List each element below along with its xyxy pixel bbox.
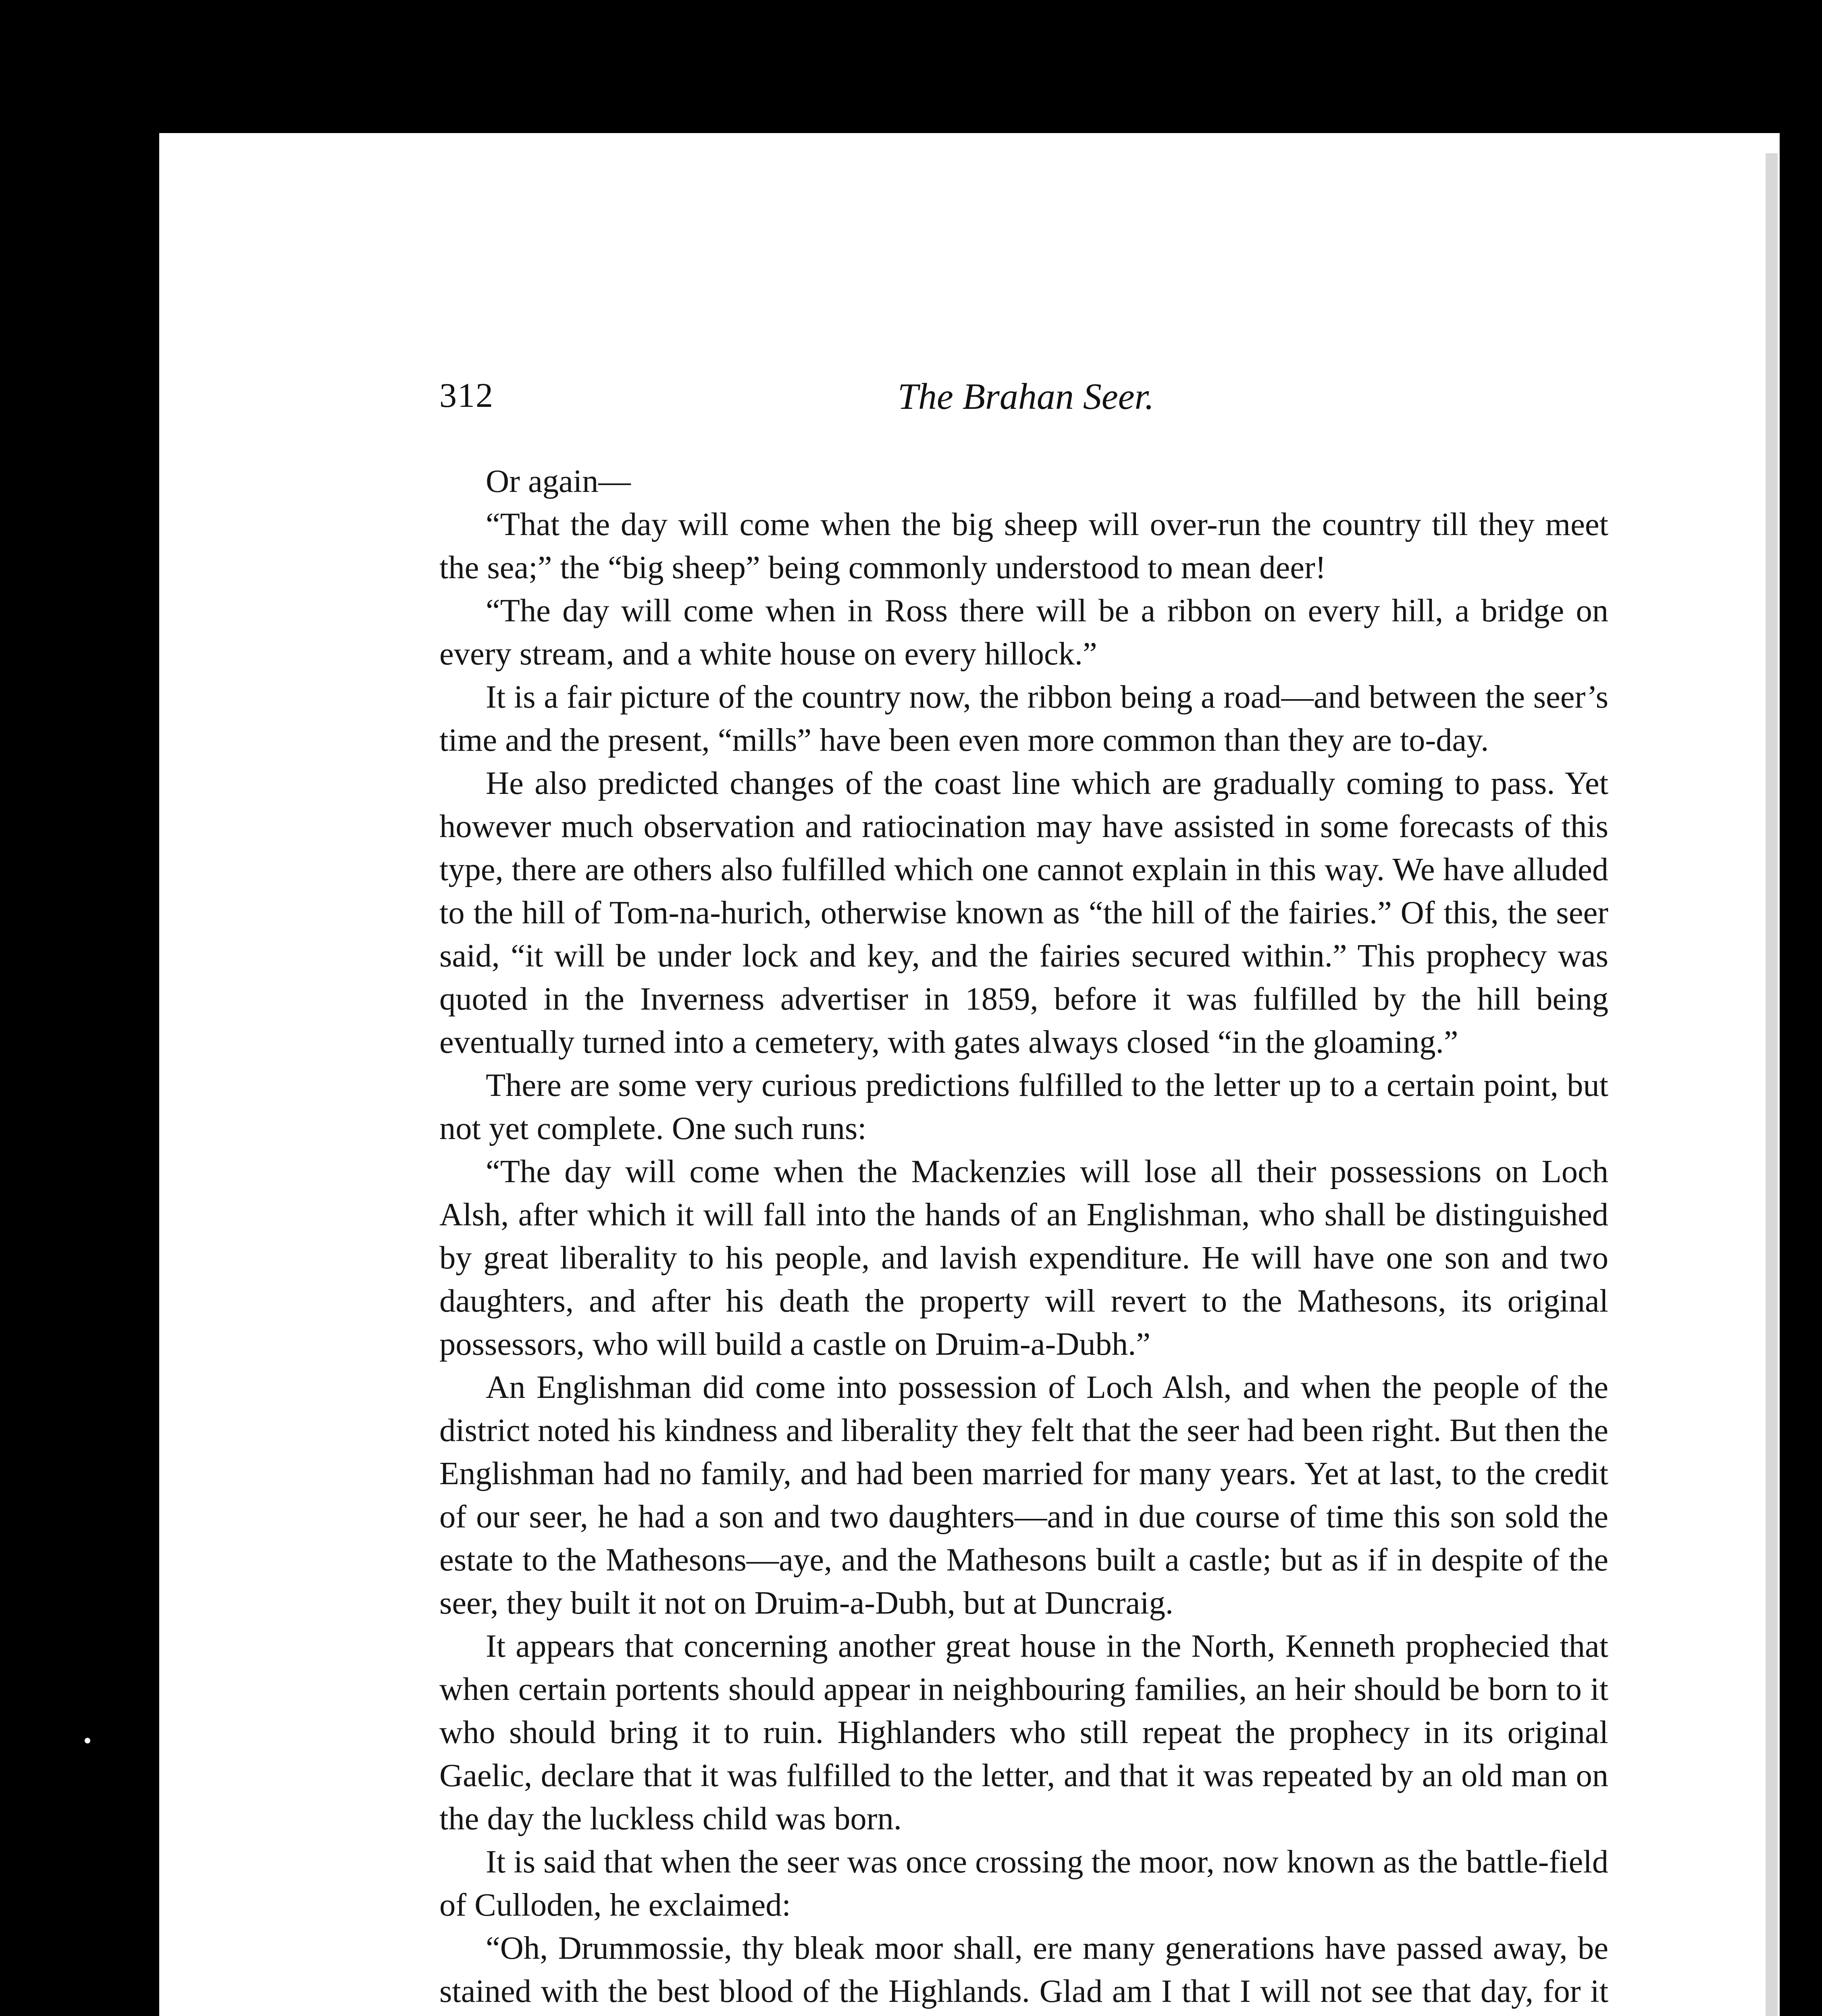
- paragraph: It is a fair picture of the country now, the ribbon being a road—and between the seer’s time and the present, “mills” have been even more common than they are to-day.: [439, 679, 1608, 758]
- page-header: [439, 375, 1612, 423]
- page-number: 312: [439, 376, 494, 414]
- paragraph: It is said that when the seer was once crossing the moor, now known as the battle-field of Culloden, he exclaimed:: [439, 1844, 1608, 1923]
- running-title: The Brahan Seer.: [897, 376, 1154, 417]
- paragraph: There are some very curious predictions fulfilled to the letter up to a certain point, but not yet complete. One such runs:: [439, 1067, 1608, 1146]
- paragraph: “Oh, Drummossie, thy bleak moor shall, ere many generations have passed away, be stained with the best blood of the Highlands. Glad am I that I will not see that day, for it: [439, 1930, 1608, 2009]
- paragraph: “That the day will come when the big sheep will over-run the country till they meet the sea;” the “big sheep” being commonly understood to mean deer!: [439, 506, 1608, 585]
- paragraph: Or again—: [486, 463, 631, 499]
- paragraph: An Englishman did come into possession of Loch Alsh, and when the people of the district noted his kindness and liberality they felt that the seer had been right. But then the Englishman had no family, and had been married for many years. Yet at last, to the credit of our seer, he had a son and two daughters—and in due course of time this son sold the estate to the Mathesons—aye, and the Mathesons built a castle; but as if in despite of the seer, they built it not on Druim-a-Dubh, but at Duncraig.: [439, 1369, 1608, 1621]
- paragraph: “The day will come when in Ross there will be a ribbon on every hill, a bridge on every stream, and a white house on every hillock.”: [439, 593, 1608, 672]
- paragraph: He also predicted changes of the coast line which are gradually coming to pass. Yet however much observation and ratiocination may have assisted in some forecasts of this type, there are others also fulfilled which one cannot explain in this way. We have alluded to the hill of Tom-na-hurich, otherwise known as “the hill of the fairies.” Of this, the seer said, “it will be under lock and key, and the fairies secured within.” This prophecy was quoted in the Inverness advertiser in 1859, before it was fulfilled by the hill being eventually turned into a cemetery, with gates always closed “in the gloaming.”: [439, 765, 1608, 1060]
- page-edge-shadow: [1766, 153, 1778, 2016]
- scan-speck: [85, 1738, 90, 1743]
- paragraph: It appears that concerning another great house in the North, Kenneth prophecied that when certain portents should appear in neighbouring families, an heir should be born to it who should bring it to ruin. Highlanders who still repeat the prophecy in its original Gaelic, declare that it was fulfilled to the letter, and that it was repeated by an old man on the day the luckless child was born.: [439, 1628, 1608, 1837]
- paragraph: “The day will come when the Mackenzies will lose all their possessions on Loch Alsh, after which it will fall into the hands of an Englishman, who shall be distinguished by great liberality to his people, and lavish expenditure. He will have one son and two daughters, and after his death the property will revert to the Mathesons, its original possessors, who will build a castle on Druim-a-Dubh.”: [439, 1154, 1608, 1362]
- body-text: [439, 460, 1608, 2016]
